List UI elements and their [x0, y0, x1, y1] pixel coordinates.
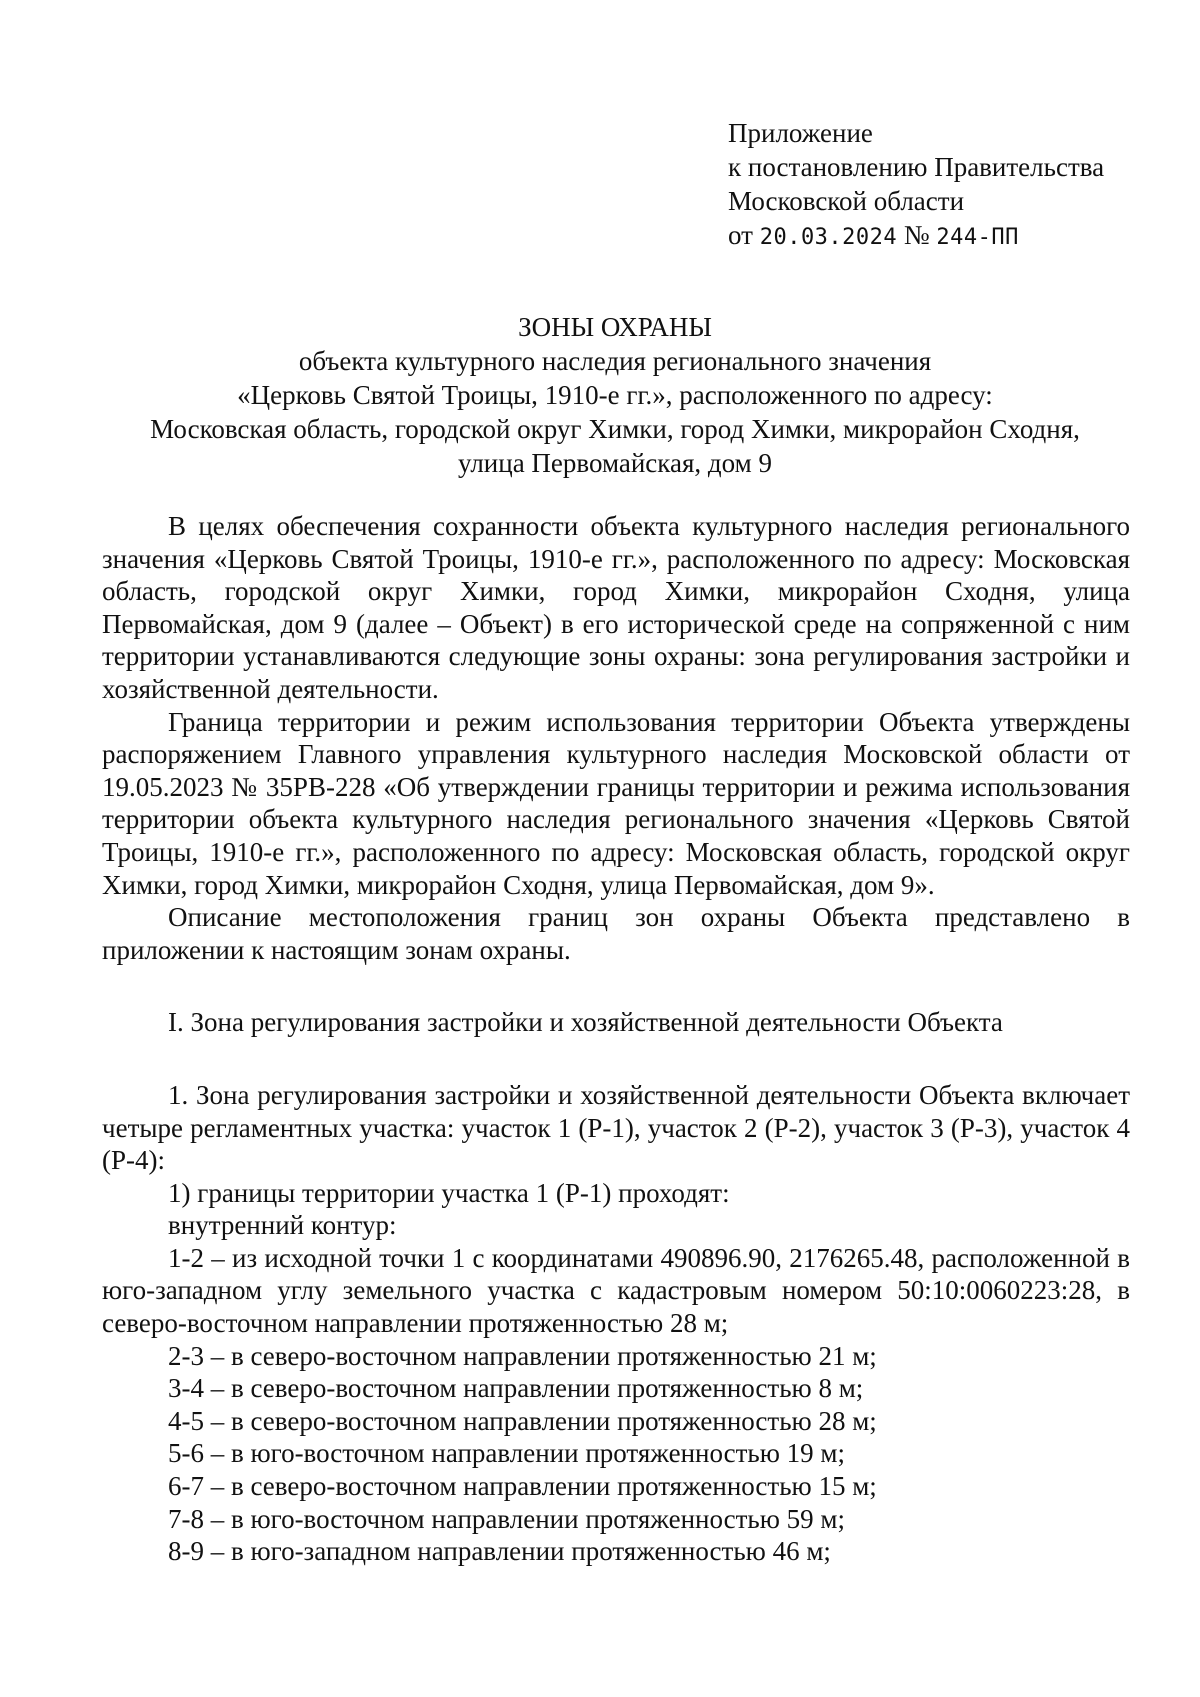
- title-line-2: объекта культурного наследия регионального значения: [298, 346, 932, 376]
- item-1: 1. Зона регулирования застройки и хозяйственной деятельности Объекта включает четыре регламентных участка: участок 1 (Р-1), участок 2 (Р-2), участок 3 (Р-3), участок 4 (Р-4):: [102, 1079, 1130, 1176]
- paragraph-description: Описание местоположения границ зон охраны Объекта представлено в приложении к настоящим зонам охраны.: [102, 902, 1130, 965]
- document-body: [102, 510, 1130, 1568]
- section-heading: I. Зона регулирования застройки и хозяйственной деятельности Объекта: [168, 1007, 1003, 1038]
- date-prefix: от: [728, 220, 753, 250]
- decree-number: 244-ПП: [936, 225, 1019, 250]
- list-item: 8-9 – в юго-западном направлении протяженностью 46 м;: [168, 1536, 831, 1567]
- title-line-3: «Церковь Святой Троицы, 1910-е гг.», расположенного по адресу:: [237, 380, 993, 410]
- list-item: 3-4 – в северо-восточном направлении протяженностью 8 м;: [168, 1373, 864, 1404]
- subitem-1: 1) границы территории участка 1 (Р-1) проходят:: [168, 1177, 730, 1208]
- appendix-date-line: [728, 218, 1104, 255]
- segment-list: [102, 1340, 1130, 1568]
- appendix-line-1: Приложение: [728, 118, 873, 148]
- number-sign: №: [903, 220, 930, 250]
- appendix-header: [728, 116, 1104, 255]
- appendix-line-3: Московской области: [728, 186, 965, 216]
- list-item: 5-6 – в юго-восточном направлении протяженностью 19 м;: [168, 1438, 845, 1469]
- document-title: [100, 310, 1130, 480]
- title-main: ЗОНЫ ОХРАНЫ: [518, 312, 712, 342]
- list-item: 6-7 – в северо-восточном направлении протяженностью 15 м;: [168, 1471, 877, 1502]
- segment-1-2: 1-2 – из исходной точки 1 с координатами 490896.90, 2176265.48, расположенной в юго-западном углу земельного участка с кадастровым номером 50:10:0060223:28, в северо-восточном направлении протяженностью 28 м;: [102, 1242, 1130, 1339]
- title-line-5: улица Первомайская, дом 9: [458, 448, 772, 478]
- list-item: 2-3 – в северо-восточном направлении протяженностью 21 м;: [168, 1340, 877, 1371]
- contour-label: внутренний контур:: [168, 1210, 397, 1241]
- paragraph-purpose: В целях обеспечения сохранности объекта культурного наследия регионального значения «Церковь Святой Троицы, 1910-е гг.», расположенного по адресу: Московская область, городской округ Химки, город Химки, микрорайон Сходня, улица Первомайская, дом 9 (далее – Объект) в его исторической среде на сопряженной с ним территории устанавливаются следующие зоны охраны: зона регулирования застройки и хозяйственной деятельности.: [102, 511, 1130, 704]
- title-line-4: Московская область, городской округ Химки, город Химки, микрорайон Сходня,: [150, 414, 1080, 444]
- list-item: 4-5 – в северо-восточном направлении протяженностью 28 м;: [168, 1405, 877, 1436]
- appendix-line-2: к постановлению Правительства: [728, 152, 1105, 182]
- list-item: 7-8 – в юго-восточном направлении протяженностью 59 м;: [168, 1503, 845, 1534]
- decree-date: 20.03.2024: [759, 225, 898, 250]
- paragraph-boundary: Граница территории и режим использования территории Объекта утверждены распоряжением Главного управления культурного наследия Московской области от 19.05.2023 № 35РВ-228 «Об утверждении границы территории и режима использования территории объекта культурного наследия регионального значения «Церковь Святой Троицы, 1910-е гг.», расположенного по адресу: Московская область, городской округ Химки, город Химки, микрорайон Сходня, улица Первомайская, дом 9».: [102, 706, 1130, 900]
